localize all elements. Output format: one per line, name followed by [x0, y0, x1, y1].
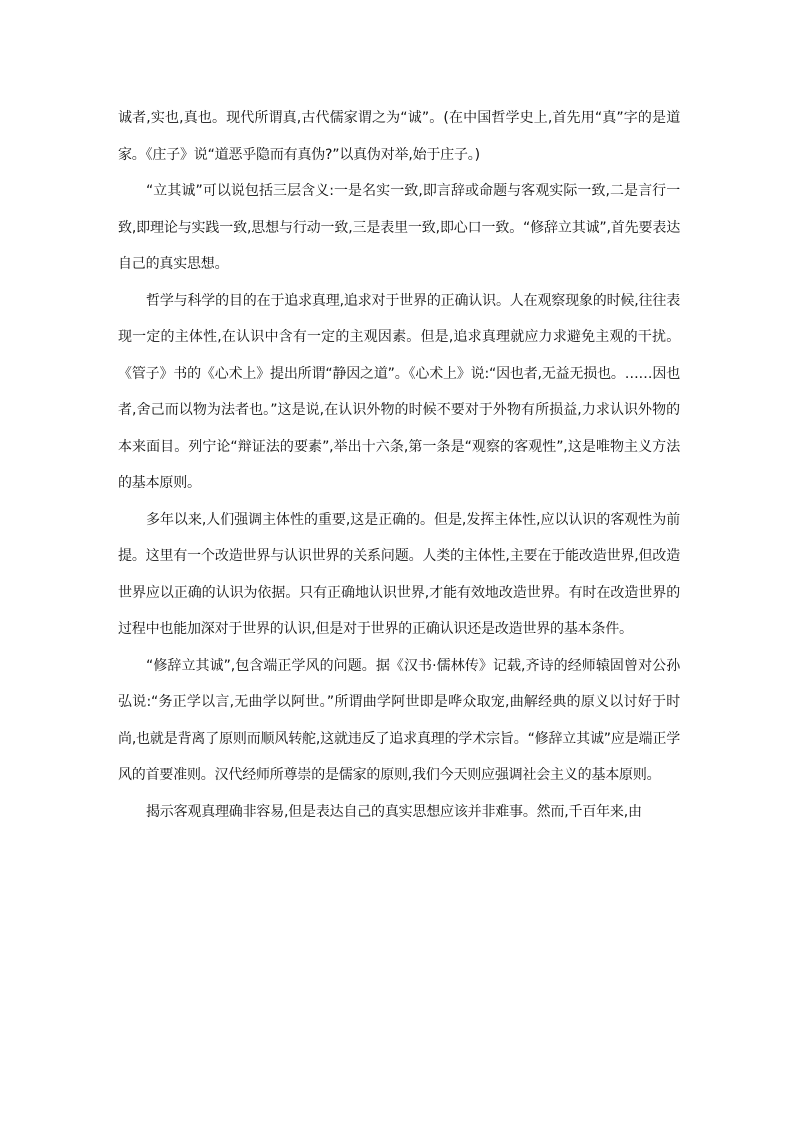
- paragraph-2: “立其诚”可以说包括三层含义:一是名实一致,即言辞或命题与客观实际一致,二是言行一致,即理论与实践一致,思想与行动一致,三是表里一致,即心口一致。“修辞立其诚”,首先要表达自己的真实思想。: [118, 183, 680, 272]
- paragraph-4: 多年以来,人们强调主体性的重要,这是正确的。但是,发挥主体性,应以认识的客观性为前提。这里有一个改造世界与认识世界的关系问题。人类的主体性,主要在于能改造世界,但改造世界应以正确的认识为依据。只有正确地认识世界,才能有效地改造世界。有时在改造世界的过程中也能加深对于世界的认识,但是对于世界的正确认识还是改造世界的基本条件。: [118, 511, 680, 637]
- paragraph-5: “修辞立其诚”,包含端正学风的问题。据《汉书·儒林传》记载,齐诗的经师辕固曾对公孙弘说:“务正学以言,无曲学以阿世。”所谓曲学阿世即是哗众取宠,曲解经典的原义以讨好于时尚,也就是背离了原则而顺风转舵,这就违反了追求真理的学术宗旨。“修辞立其诚”应是端正学风的首要准则。汉代经师所尊崇的是儒家的原则,我们今天则应强调社会主义的基本原则。: [118, 657, 680, 783]
- article-body: [118, 100, 680, 830]
- paragraph-6: 揭示客观真理确非容易,但是表达自己的真实思想应该并非难事。然而,千百年来,由: [146, 803, 642, 820]
- paragraph-3: 哲学与科学的目的在于追求真理,追求对于世界的正确认识。人在观察现象的时候,往往表现一定的主体性,在认识中含有一定的主观因素。但是,追求真理就应力求避免主观的干扰。《管子》书的《心术上》提出所谓“静因之道”。《心术上》说:“因也者,无益无损也。……因也者,舍己而以物为法者也。”这是说,在认识外物的时候不要对于外物有所损益,力求认识外物的本来面目。列宁论“辩证法的要素”,举出十六条,第一条是“观察的客观性”,这是唯物主义方法的基本原则。: [118, 292, 680, 491]
- paragraph-1: 诚者,实也,真也。现代所谓真,古代儒家谓之为“诚”。(在中国哲学史上,首先用“真”字的是道家。《庄子》说“道恶乎隐而有真伪?”以真伪对举,始于庄子。): [118, 110, 680, 163]
